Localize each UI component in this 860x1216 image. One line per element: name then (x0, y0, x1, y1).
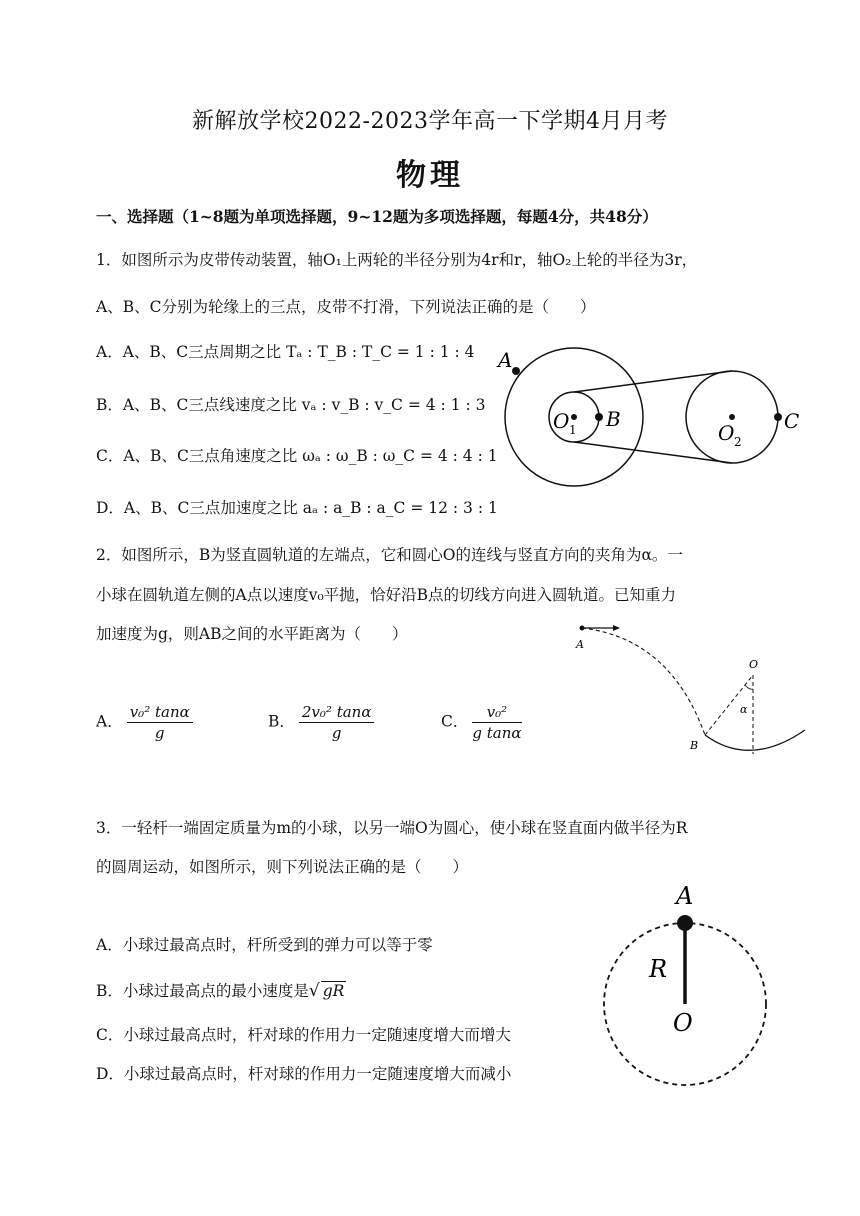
q2-option-c-label: C． (441, 712, 469, 731)
label-b: B (690, 739, 699, 752)
belt-bottom (574, 442, 732, 463)
q3-stem-line2: 的圆周运动，如图所示，则下列说法正确的是（ ） (96, 858, 469, 876)
q2-option-a (96, 703, 197, 742)
q3-stem-line1: 3．一轻杆一端固定质量为m的小球，以另一端O为圆心，使小球在竖直面内做半径为R (96, 819, 688, 837)
label-b: B (606, 407, 621, 431)
angle-arc (745, 685, 753, 689)
q1-option-c: C．A、B、C三点角速度之比 ωₐ : ω_B : ω_C = 4 : 4 : 1 (96, 447, 498, 465)
label-r: R (649, 955, 668, 983)
q2-option-b (268, 703, 378, 742)
q3-option-a: A．小球过最高点时，杆所受到的弹力可以等于零 (96, 936, 433, 954)
q2-option-a-fraction: $\frac{\text{v₀² tanα}}{g}$ (127, 703, 193, 742)
q1-option-d: D．A、B、C三点加速度之比 aₐ : a_B : a_C = 12 : 3 : 1 (96, 499, 498, 517)
q3-option-d: D．小球过最高点时，杆对球的作用力一定随速度增大而减小 (96, 1065, 512, 1083)
q2-option-a-label: A． (96, 712, 123, 731)
label-a: A (576, 638, 584, 651)
q1-option-a: A．A、B、C三点周期之比 Tₐ : T_B : T_C = 1 : 1 : 4 (96, 343, 475, 361)
belt-drive-figure (490, 340, 810, 490)
label-o1: O (553, 409, 570, 433)
label-o1-sub: 1 (569, 423, 577, 437)
label-o: O (673, 1009, 693, 1037)
exam-title: 新解放学校2022-2023学年高一下学期4月月考 (192, 109, 668, 134)
label-o: O (749, 658, 759, 671)
rod-circle-figure (596, 878, 776, 1090)
q2-option-c-fraction: $\frac{\text{v₀²}}{\text{g tanα}}$ (472, 703, 522, 742)
q1-option-b: B．A、B、C三点线速度之比 vₐ : v_B : v_C = 4 : 1 : 3 (96, 396, 486, 414)
velocity-arrowhead (613, 625, 620, 631)
q3-option-b: B．小球过最高点的最小速度是√ gR (96, 981, 345, 1001)
q2-stem-line1: 2．如图所示，B为竖直圆轨道的左端点，它和圆心O的连线与竖直方向的夹角为α。一 (96, 546, 683, 564)
projectile-track-figure (560, 618, 810, 758)
trajectory (582, 628, 705, 735)
q3-option-c: C．小球过最高点时，杆对球的作用力一定随速度增大而增大 (96, 1026, 511, 1044)
label-a: A (498, 348, 513, 372)
label-o2: O (718, 421, 735, 445)
label-a: A (676, 882, 694, 910)
q1-stem-line2: A、B、C分别为轮缘上的三点，皮带不打滑，下列说法正确的是（ ） (96, 298, 596, 316)
q2-option-b-fraction: $\frac{\text{2v₀² tanα}}{g}$ (299, 703, 375, 742)
ball-a (677, 915, 693, 931)
belt-top (574, 371, 732, 392)
section-heading: 一、选择题（1~8题为单项选择题，9~12题为多项选择题，每题4分，共48分） (96, 207, 658, 226)
q1-stem-line1: 1．如图所示为皮带传动装置，轴O₁上两轮的半径分别为4r和r，轴O₂上轮的半径为3r， (96, 251, 698, 269)
point-c (774, 413, 782, 421)
q2-stem-line2: 小球在圆轨道左侧的A点以速度v₀平抛，恰好沿B点的切线方向进入圆轨道。已知重力 (96, 586, 677, 604)
q3-option-b-text: B．小球过最高点的最小速度是 (96, 982, 309, 1000)
q2-stem-line3: 加速度为g，则AB之间的水平距离为（ ） (96, 625, 408, 643)
point-b (595, 413, 603, 421)
q3-option-b-root: gR (322, 982, 345, 1000)
subject-title: 物理 (396, 158, 464, 193)
label-c: C (784, 409, 800, 433)
center-o2 (729, 414, 735, 420)
q2-option-b-label: B． (268, 712, 295, 731)
q2-option-c (441, 703, 526, 742)
circular-track (705, 730, 805, 750)
center-o1 (571, 414, 577, 420)
label-alpha: α (740, 703, 748, 716)
point-a (512, 367, 520, 375)
label-o2-sub: 2 (734, 435, 742, 449)
